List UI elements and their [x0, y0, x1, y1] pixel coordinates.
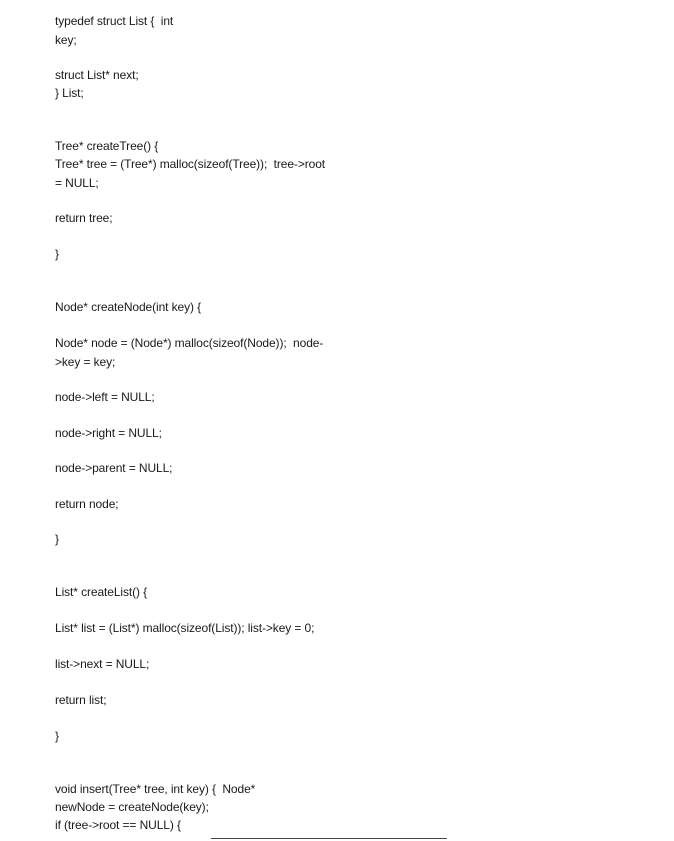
code-line: }	[55, 729, 59, 743]
footnote-separator	[211, 838, 447, 839]
code-line: typedef struct List { int	[55, 14, 174, 28]
code-line: Node* node = (Node*) malloc(sizeof(Node)); node-	[55, 336, 324, 350]
code-line: newNode = createNode(key);	[55, 800, 209, 814]
code-line: }	[55, 532, 59, 546]
code-line: List* createList() {	[55, 585, 148, 599]
code-line: Tree* tree = (Tree*) malloc(sizeof(Tree)); tree->root	[55, 157, 326, 171]
code-line: }	[55, 247, 59, 261]
code-line: List* list = (List*) malloc(sizeof(List)); list->key = 0;	[55, 621, 315, 635]
code-line: node->left = NULL;	[55, 390, 155, 404]
code-line: Tree* createTree() {	[55, 139, 159, 153]
code-line: node->right = NULL;	[55, 426, 162, 440]
code-line: Node* createNode(int key) {	[55, 300, 202, 314]
code-line: void insert(Tree* tree, int key) { Node*	[55, 782, 256, 796]
code-line: return list;	[55, 693, 107, 707]
code-line: list->next = NULL;	[55, 657, 150, 671]
code-line: = NULL;	[55, 176, 99, 190]
code-line: if (tree->root == NULL) {	[55, 818, 181, 832]
code-line: return tree;	[55, 211, 113, 225]
code-line: return node;	[55, 497, 119, 511]
code-line: } List;	[55, 86, 84, 100]
code-line: key;	[55, 33, 77, 47]
code-line: >key = key;	[55, 355, 116, 369]
code-line: node->parent = NULL;	[55, 461, 173, 475]
code-line: struct List* next;	[55, 68, 139, 82]
